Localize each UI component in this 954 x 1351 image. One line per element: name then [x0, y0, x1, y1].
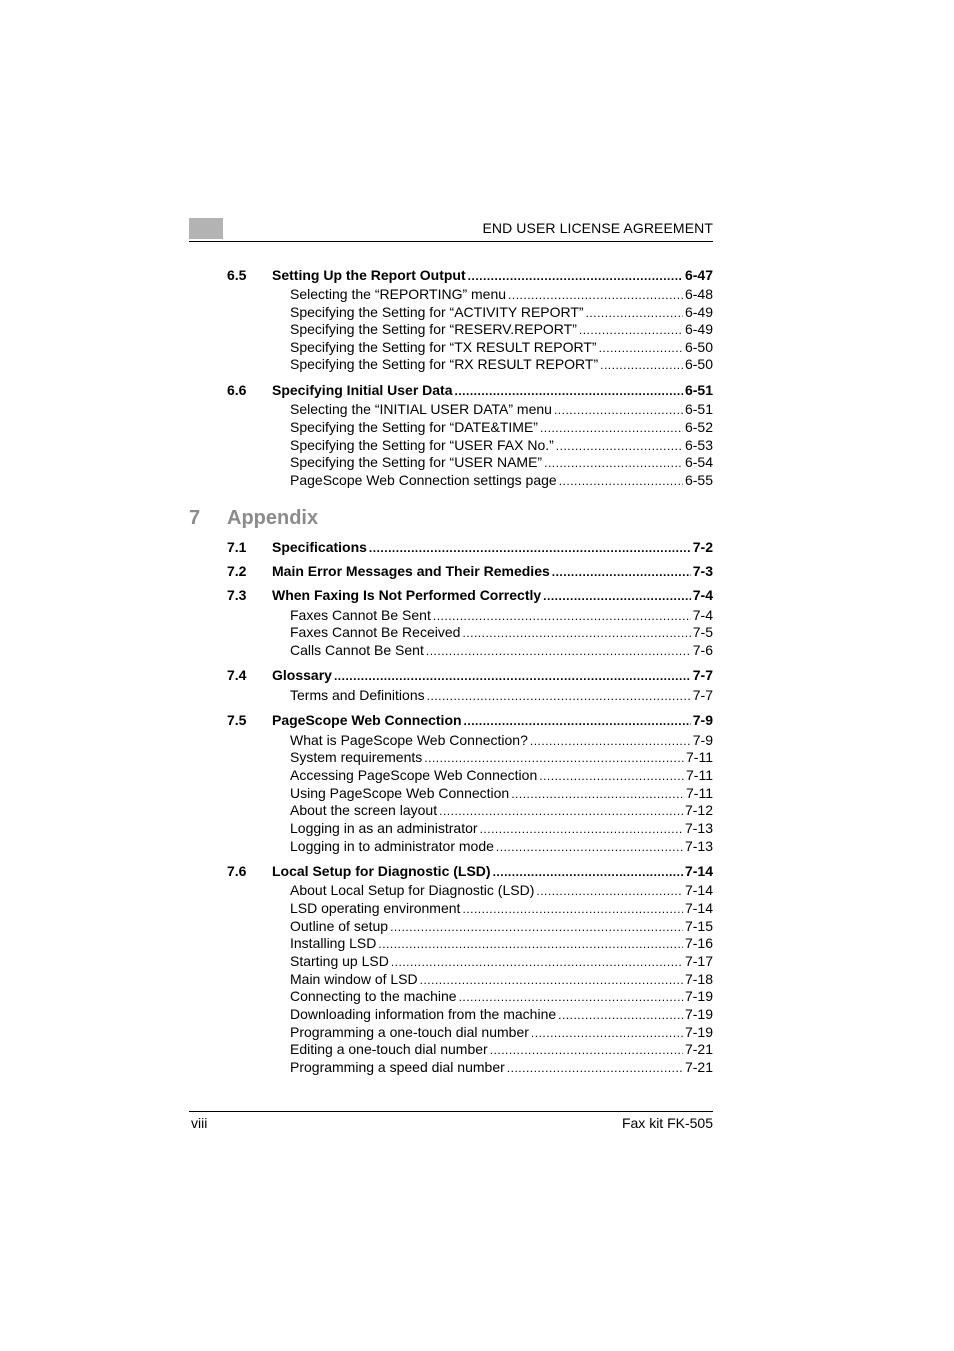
entry-page-number: 7-15	[684, 918, 713, 934]
toc-entry-line	[290, 801, 713, 820]
dot-leader	[508, 286, 683, 304]
toc-entry-line	[272, 538, 713, 557]
toc-entry-line	[272, 266, 713, 285]
toc-section-entry[interactable]	[0, 562, 954, 580]
entry-page-number: 7-4	[692, 607, 713, 623]
entry-page-number: 7-16	[684, 935, 713, 951]
entry-title: Faxes Cannot Be Sent	[290, 607, 431, 623]
entry-page-number: 7-6	[692, 642, 713, 658]
toc-subentry[interactable]	[0, 303, 954, 321]
running-header: END USER LICENSE AGREEMENT	[482, 220, 713, 236]
entry-title: Specifying Initial User Data	[272, 382, 453, 398]
toc-subentry[interactable]	[0, 1023, 954, 1041]
entry-title: Installing LSD	[290, 935, 377, 951]
entry-title: Specifications	[272, 539, 367, 555]
entry-page-number: 7-9	[692, 712, 713, 728]
entry-title: Programming a speed dial number	[290, 1059, 505, 1075]
header-rule	[189, 241, 713, 242]
toc-entry-line	[290, 1058, 713, 1077]
section-number: 7.4	[227, 667, 247, 683]
entry-page-number: 7-14	[684, 882, 713, 898]
toc-entry-line	[272, 666, 713, 685]
entry-page-number: 7-7	[692, 667, 713, 683]
dot-leader	[424, 749, 684, 767]
entry-title: Specifying the Setting for “USER FAX No.”	[290, 437, 554, 453]
entry-title: Glossary	[272, 667, 332, 683]
entry-title: What is PageScope Web Connection?	[290, 732, 528, 748]
entry-page-number: 6-50	[684, 356, 713, 372]
entry-title: Local Setup for Diagnostic (LSD)	[272, 863, 491, 879]
dot-leader	[462, 624, 690, 642]
toc-entry-line	[290, 285, 713, 304]
entry-page-number: 7-19	[684, 1006, 713, 1022]
toc-entry-line	[272, 711, 713, 730]
entry-page-number: 6-53	[684, 437, 713, 453]
page-number: viii	[191, 1115, 208, 1131]
toc-subentry[interactable]	[0, 917, 954, 935]
entry-page-number: 6-49	[684, 304, 713, 320]
entry-page-number: 7-14	[684, 900, 713, 916]
dot-leader	[540, 419, 683, 437]
dot-leader	[536, 882, 683, 900]
dot-leader	[539, 767, 684, 785]
toc-subentry[interactable]	[0, 623, 954, 641]
entry-title: Specifying the Setting for “USER NAME”	[290, 454, 543, 470]
section-number: 6.6	[227, 382, 247, 398]
toc-entry-line	[290, 355, 713, 374]
section-number: 7.5	[227, 712, 247, 728]
toc-section-entry[interactable]	[0, 538, 954, 556]
entry-title: Outline of setup	[290, 918, 389, 934]
toc-subentry[interactable]	[0, 436, 954, 454]
entry-title: System requirements	[290, 749, 423, 765]
toc-entry-line	[290, 320, 713, 339]
entry-page-number: 7-11	[686, 785, 713, 801]
entry-page-number: 7-13	[684, 838, 713, 854]
toc-entry-line	[272, 586, 713, 605]
toc-entry-line	[290, 1005, 713, 1024]
entry-page-number: 7-4	[692, 587, 713, 603]
entry-title: Calls Cannot Be Sent	[290, 642, 424, 658]
toc-subentry[interactable]	[0, 731, 954, 749]
entry-page-number: 6-50	[684, 339, 713, 355]
entry-title: Specifying the Setting for “DATE&TIME”	[290, 419, 538, 435]
toc-subentry[interactable]	[0, 285, 954, 303]
entry-page-number: 7-21	[684, 1041, 713, 1057]
toc-subentry[interactable]	[0, 355, 954, 373]
toc-subentry[interactable]	[0, 801, 954, 819]
toc-subentry[interactable]	[0, 418, 954, 436]
toc-subentry[interactable]	[0, 471, 954, 489]
dot-leader	[455, 382, 683, 400]
toc-entry-line	[272, 381, 713, 400]
entry-title: Specifying the Setting for “RX RESULT REPORT”	[290, 356, 599, 372]
entry-title: PageScope Web Connection	[272, 712, 462, 728]
dot-leader	[369, 539, 691, 557]
dot-leader	[507, 1059, 683, 1077]
dot-leader	[600, 356, 683, 374]
entry-title: PageScope Web Connection settings page	[290, 472, 557, 488]
toc-subentry[interactable]	[0, 606, 954, 624]
dot-leader	[558, 1006, 683, 1024]
entry-page-number: 7-11	[686, 749, 713, 765]
toc-subentry[interactable]	[0, 987, 954, 1005]
entry-page-number: 7-7	[692, 687, 713, 703]
section-number: 7.1	[227, 539, 247, 555]
toc-section-entry[interactable]	[0, 266, 954, 284]
entry-page-number: 7-19	[684, 1024, 713, 1040]
toc-subentry[interactable]	[0, 881, 954, 899]
chapter-title: Appendix	[227, 507, 319, 529]
toc-subentry[interactable]	[0, 1058, 954, 1076]
dot-leader	[427, 687, 691, 705]
toc-subentry[interactable]	[0, 970, 954, 988]
section-number: 7.3	[227, 587, 247, 603]
toc-subentry[interactable]	[0, 453, 954, 471]
toc-subentry[interactable]	[0, 934, 954, 952]
dot-leader	[496, 838, 683, 856]
toc-entry-line	[290, 899, 713, 918]
entry-title: Editing a one-touch dial number	[290, 1041, 488, 1057]
entry-page-number: 7-3	[692, 563, 713, 579]
entry-page-number: 7-9	[692, 732, 713, 748]
toc-entry-line	[290, 987, 713, 1006]
toc-entry-line	[290, 881, 713, 900]
entry-page-number: 7-5	[692, 624, 713, 640]
chapter-tab-marker	[189, 218, 223, 239]
toc-section-entry[interactable]	[0, 666, 954, 684]
entry-page-number: 6-51	[684, 382, 713, 398]
toc-entry-line	[290, 400, 713, 419]
entry-title: When Faxing Is Not Performed Correctly	[272, 587, 542, 603]
entry-title: Logging in as an administrator	[290, 820, 478, 836]
dot-leader	[544, 454, 683, 472]
entry-title: Terms and Definitions	[290, 687, 425, 703]
chapter-number: 7	[189, 507, 201, 529]
toc-entry-line	[290, 471, 713, 490]
entry-title: Setting Up the Report Output	[272, 267, 466, 283]
toc-subentry[interactable]	[0, 1040, 954, 1058]
section-number: 7.6	[227, 863, 247, 879]
toc-entry-line	[290, 686, 713, 705]
dot-leader	[552, 563, 691, 581]
toc-subentry[interactable]	[0, 400, 954, 418]
entry-page-number: 6-52	[684, 419, 713, 435]
toc-entry-line	[290, 766, 713, 785]
dot-leader	[334, 667, 691, 685]
toc-entry-line	[290, 623, 713, 642]
entry-page-number: 6-54	[684, 454, 713, 470]
toc-subentry[interactable]	[0, 837, 954, 855]
toc-subentry[interactable]	[0, 819, 954, 837]
entry-title: Faxes Cannot Be Received	[290, 624, 461, 640]
toc-entry-line	[290, 453, 713, 472]
dot-leader	[559, 472, 683, 490]
entry-page-number: 6-47	[684, 267, 713, 283]
entry-title: Specifying the Setting for “ACTIVITY REPORT”	[290, 304, 584, 320]
dot-leader	[493, 863, 683, 881]
toc-subentry[interactable]	[0, 1005, 954, 1023]
section-number: 7.2	[227, 563, 247, 579]
toc-entry-line	[290, 418, 713, 437]
entry-page-number: 7-2	[692, 539, 713, 555]
dot-leader	[579, 321, 683, 339]
toc-subentry[interactable]	[0, 899, 954, 917]
product-name: Fax kit FK-505	[621, 1115, 713, 1131]
toc-subentry[interactable]	[0, 952, 954, 970]
entry-title: Starting up LSD	[290, 953, 389, 969]
dot-leader	[480, 820, 683, 838]
entry-page-number: 7-12	[684, 802, 713, 818]
entry-page-number: 7-21	[684, 1059, 713, 1075]
toc-subentry[interactable]	[0, 338, 954, 356]
dot-leader	[391, 953, 683, 971]
toc-entry-line	[290, 748, 713, 767]
entry-page-number: 7-11	[686, 767, 713, 783]
entry-page-number: 6-51	[684, 401, 713, 417]
entry-title: Using PageScope Web Connection	[290, 785, 510, 801]
entry-title: About the screen layout	[290, 802, 438, 818]
entry-page-number: 6-55	[684, 472, 713, 488]
toc-entry-line	[290, 819, 713, 838]
entry-title: Connecting to the machine	[290, 988, 457, 1004]
entry-page-number: 7-18	[684, 971, 713, 987]
toc-entry-line	[290, 952, 713, 971]
entry-title: Main Error Messages and Their Remedies	[272, 563, 550, 579]
toc-entry-line	[290, 1040, 713, 1059]
toc-subentry[interactable]	[0, 766, 954, 784]
entry-page-number: 6-49	[684, 321, 713, 337]
entry-title: LSD operating environment	[290, 900, 461, 916]
toc-entry-line	[290, 837, 713, 856]
section-number: 6.5	[227, 267, 247, 283]
toc-subentry[interactable]	[0, 748, 954, 766]
dot-leader	[543, 587, 691, 605]
dot-leader	[459, 988, 683, 1006]
toc-section-entry[interactable]	[0, 862, 954, 880]
entry-title: About Local Setup for Diagnostic (LSD)	[290, 882, 535, 898]
entry-page-number: 7-19	[684, 988, 713, 1004]
toc-entry-line	[290, 934, 713, 953]
entry-page-number: 7-13	[684, 820, 713, 836]
entry-title: Accessing PageScope Web Connection	[290, 767, 538, 783]
dot-leader	[490, 1041, 683, 1059]
dot-leader	[462, 900, 683, 918]
toc-subentry[interactable]	[0, 784, 954, 802]
entry-title: Specifying the Setting for “TX RESULT REPORT”	[290, 339, 597, 355]
dot-leader	[554, 401, 683, 419]
toc-section-entry[interactable]	[0, 711, 954, 729]
footer-rule	[189, 1111, 713, 1112]
dot-leader	[464, 712, 691, 730]
entry-page-number: 7-14	[684, 863, 713, 879]
toc-subentry[interactable]	[0, 641, 954, 659]
toc-section-entry[interactable]	[0, 586, 954, 604]
entry-page-number: 6-48	[684, 286, 713, 302]
dot-leader	[426, 642, 691, 660]
toc-entry-line	[272, 862, 713, 881]
toc-subentry[interactable]	[0, 320, 954, 338]
dot-leader	[439, 802, 683, 820]
dot-leader	[468, 267, 683, 285]
entry-title: Logging in to administrator mode	[290, 838, 494, 854]
entry-title: Selecting the “REPORTING” menu	[290, 286, 507, 302]
entry-title: Main window of LSD	[290, 971, 418, 987]
toc-section-entry[interactable]	[0, 381, 954, 399]
toc-entry-line	[290, 641, 713, 660]
dot-leader	[378, 935, 683, 953]
entry-title: Specifying the Setting for “RESERV.REPORT”	[290, 321, 577, 337]
entry-page-number: 7-17	[684, 953, 713, 969]
entry-title: Programming a one-touch dial number	[290, 1024, 529, 1040]
toc-subentry[interactable]	[0, 686, 954, 704]
toc-entry-line	[272, 562, 713, 581]
entry-title: Downloading information from the machine	[290, 1006, 557, 1022]
entry-title: Selecting the “INITIAL USER DATA” menu	[290, 401, 552, 417]
